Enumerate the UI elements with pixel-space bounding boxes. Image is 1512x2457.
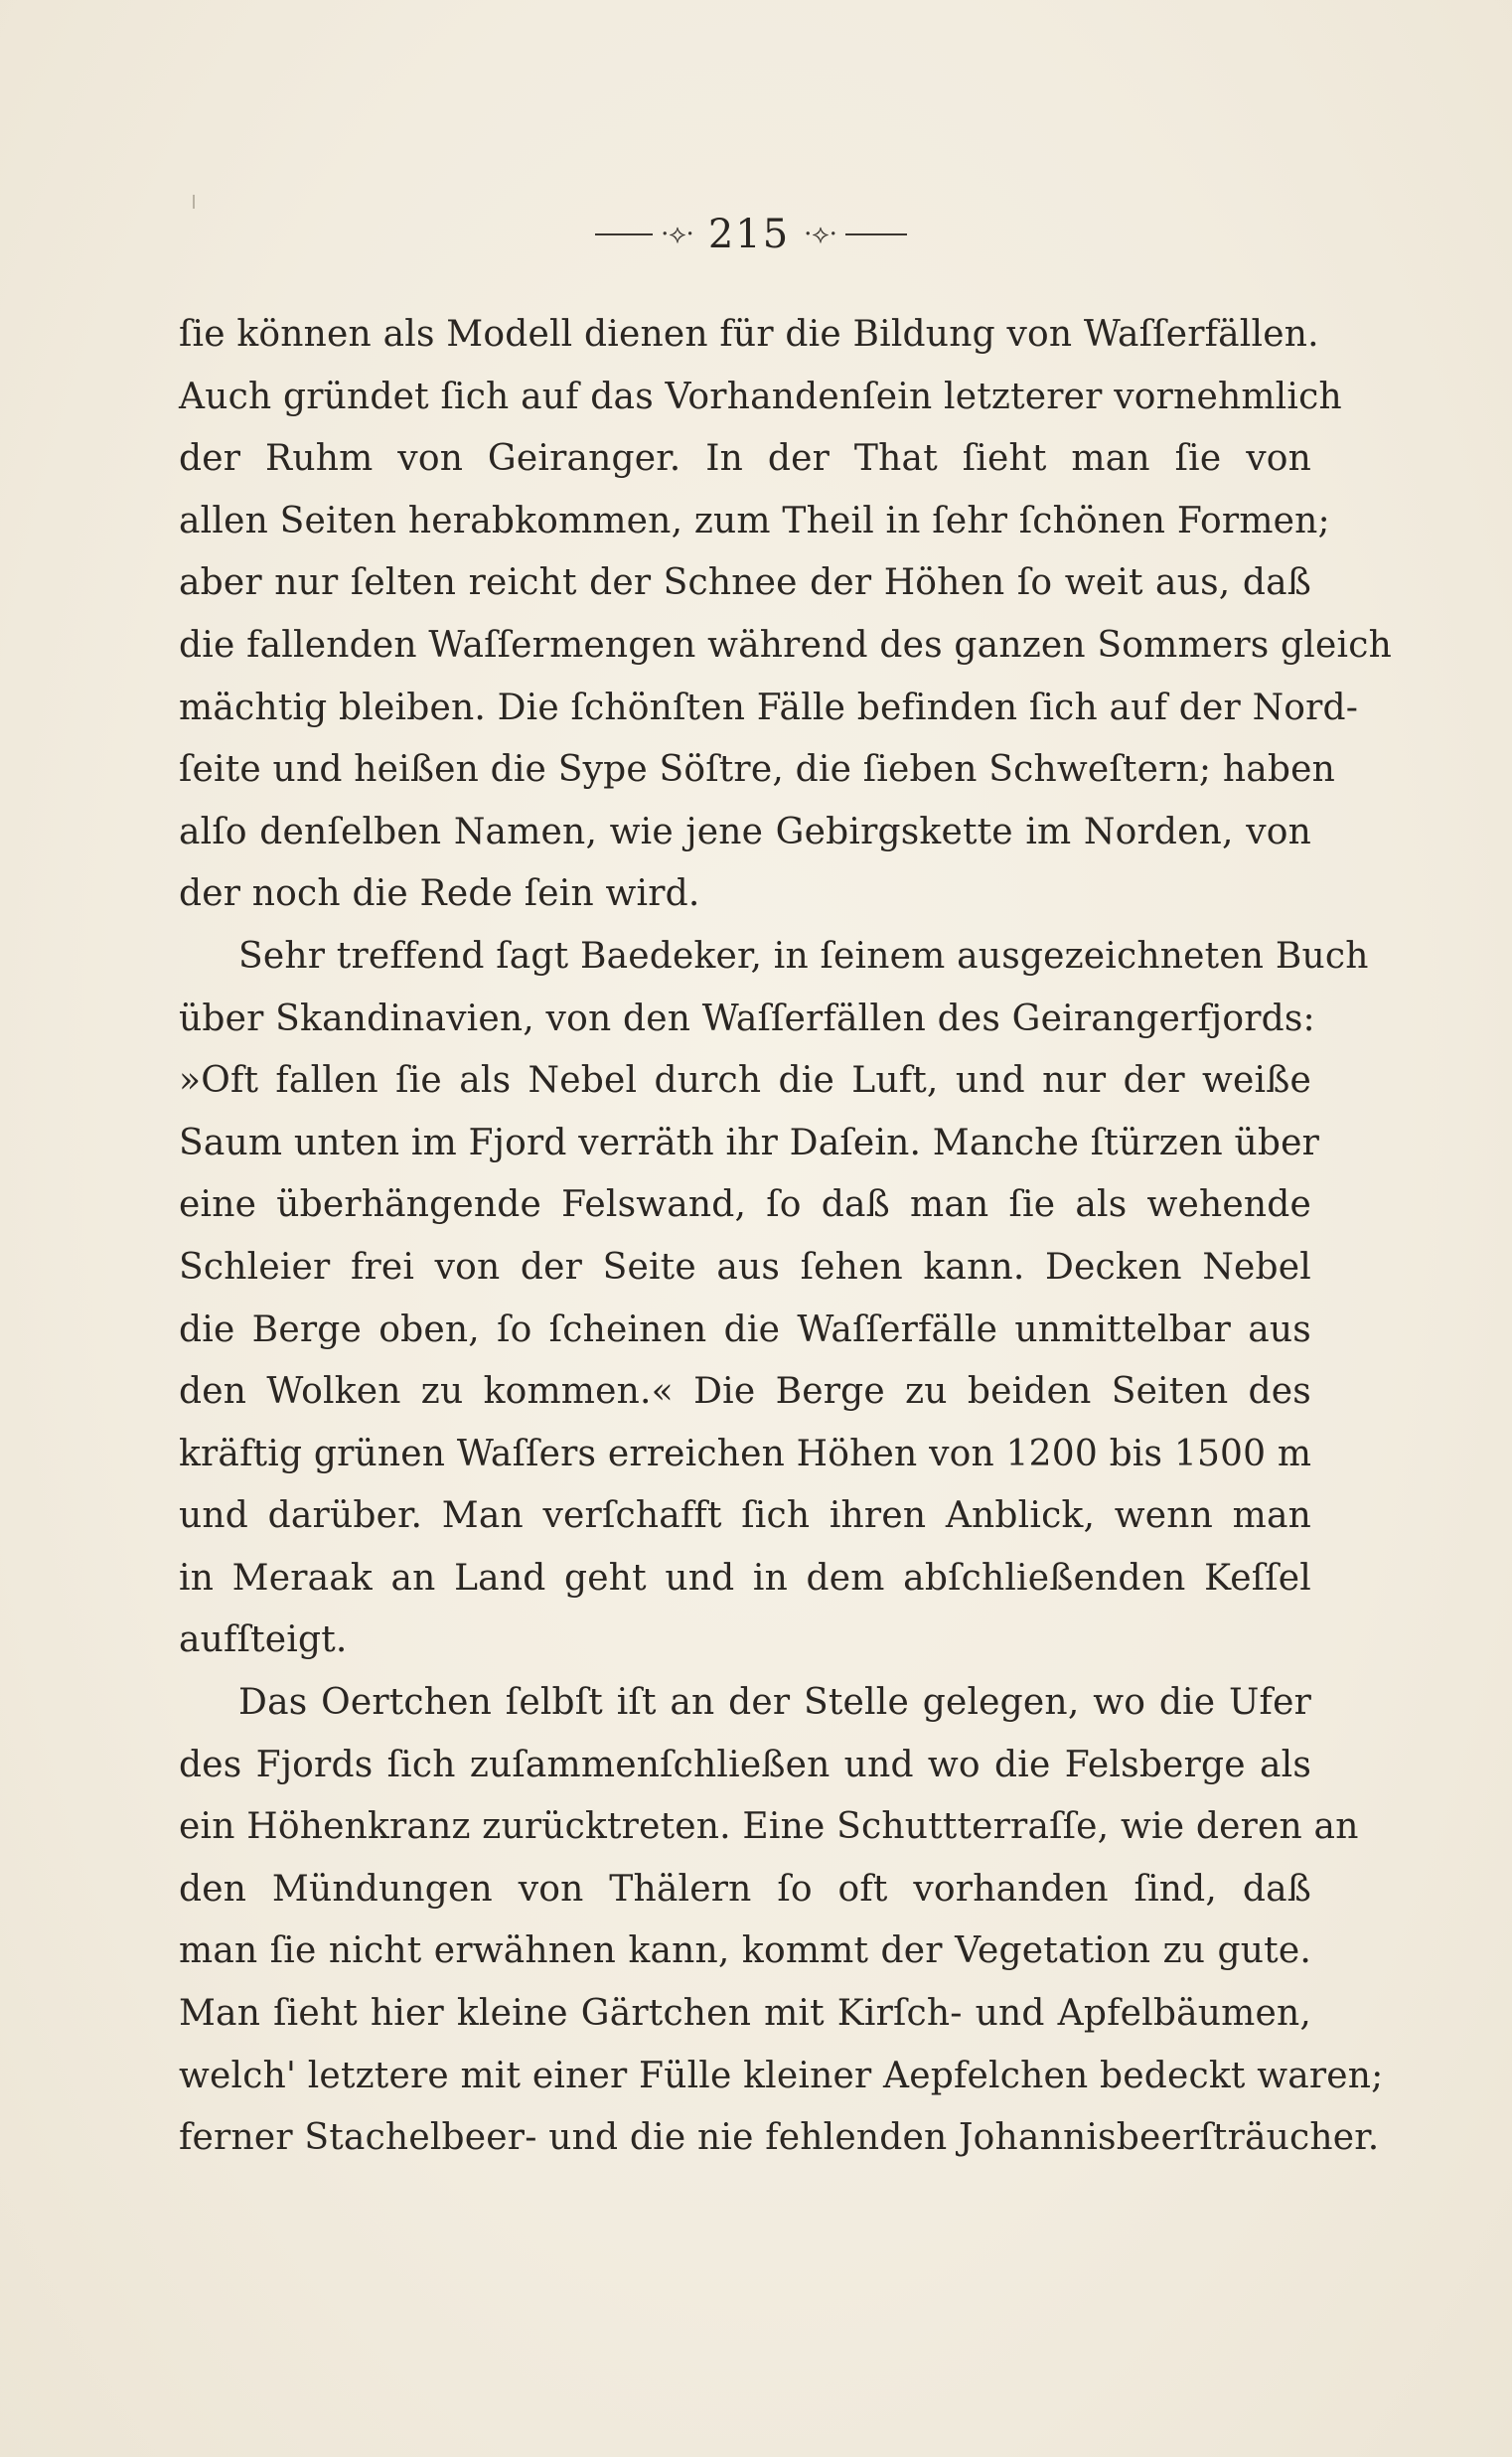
text-line: Saum unten im Fjord verräth ihr Daſein. Manche ſtürzen über [179, 1122, 1320, 1163]
text-line: in Meraak an Land geht und in dem abſchließenden Keſſel [179, 1557, 1311, 1599]
text-line: Man ſieht hier kleine Gärtchen mit Kirſch- und Apfelbäumen, [179, 1993, 1311, 2035]
text-line: welch' letztere mit einer Fülle kleiner Aepfelchen bedeckt waren; [179, 2055, 1384, 2096]
text-line: aber nur ſelten reicht der Schnee der Höhen ſo weit aus, daß [179, 562, 1311, 604]
text-line: kräftig grünen Waſſers erreichen Höhen von 1200 bis 1500 m [179, 1433, 1312, 1474]
header-ornament-left: ·⟡· [661, 219, 694, 249]
text-line: ſie können als Modell dienen für die Bildung von Waſſerfällen. [179, 314, 1319, 355]
header-rule-right [845, 233, 907, 235]
text-line: der noch die Rede ſein wird. [179, 873, 700, 915]
page-header [552, 205, 950, 264]
text-line: Schleier frei von der Seite aus ſehen kann. Decken Nebel [179, 1246, 1311, 1288]
text-line: ferner Stachelbeer- und die nie fehlenden Johannisbeerſträucher. [179, 2117, 1380, 2159]
text-line: die Berge oben, ſo ſcheinen die Waſſerfälle unmittelbar aus [179, 1308, 1311, 1350]
text-line: über Skandinavien, von den Waſſerfällen des Geirangerfjords: [179, 998, 1315, 1039]
text-line: mächtig bleiben. Die ſchönſten Fälle befinden ſich auf der Nord- [179, 687, 1359, 728]
text-line: alſo denſelben Namen, wie jene Gebirgskette im Norden, von [179, 811, 1311, 852]
text-line: und darüber. Man verſchafft ſich ihren Anblick, wenn man [179, 1495, 1311, 1537]
text-line: Sehr treffend ſagt Baedeker, in ſeinem ausgezeichneten Buch [238, 935, 1369, 977]
text-line: den Mündungen von Thälern ſo oft vorhanden ſind, daß [179, 1868, 1311, 1910]
text-line: eine überhängende Felswand, ſo daß man ſie als wehende [179, 1184, 1311, 1226]
text-line: ſeite und heißen die Sype Söſtre, die ſieben Schweſtern; haben [179, 749, 1336, 791]
text-line: ein Höhenkranz zurücktreten. Eine Schuttterraſſe, wie deren an [179, 1806, 1359, 1848]
text-line: den Wolken zu kommen.« Die Berge zu beiden Seiten des [179, 1371, 1311, 1413]
text-line: allen Seiten herabkommen, zum Theil in ſehr ſchönen Formen; [179, 500, 1330, 541]
header-rule-left [595, 233, 653, 235]
text-line: aufſteigt. [179, 1619, 348, 1661]
text-line: man ſie nicht erwähnen kann, kommt der Vegetation zu gute. [179, 1930, 1311, 1972]
text-line: die fallenden Waſſermengen während des ganzen Sommers gleich [179, 624, 1392, 666]
text-line: »Oft fallen ſie als Nebel durch die Luft, und nur der weiße [179, 1060, 1311, 1102]
header-ornament-right: ·⟡· [804, 219, 837, 249]
page-mark [193, 195, 195, 209]
text-line: der Ruhm von Geiranger. In der That ſieht man ſie von [179, 438, 1311, 480]
text-line: Auch gründet ſich auf das Vorhandenſein letzterer vornehmlich [179, 376, 1342, 417]
text-line: des Fjords ſich zuſammenſchließen und wo die Felsberge als [179, 1744, 1311, 1785]
page-number: 215 [707, 212, 791, 257]
body-text [179, 304, 1392, 2170]
text-line: Das Oertchen ſelbſt iſt an der Stelle gelegen, wo die Ufer [238, 1682, 1311, 1724]
